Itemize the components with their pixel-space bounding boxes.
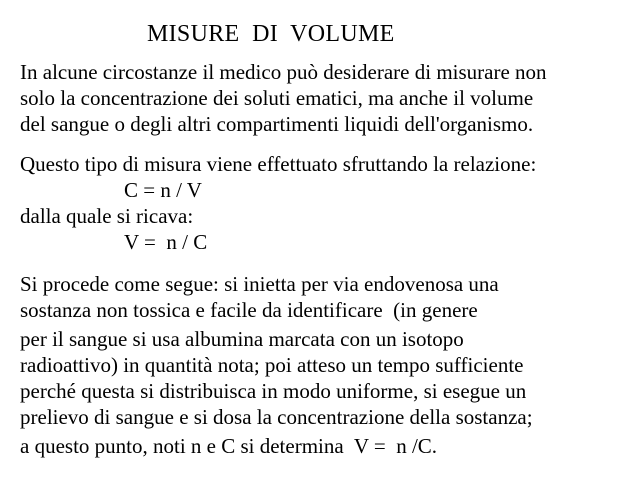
paragraph3-line-1: Si procede come segue: si inietta per via endovenosa una	[20, 272, 499, 296]
paragraph3-line-5: perché questa si distribuisca in modo uniforme, si esegue un	[20, 379, 527, 403]
paragraph3-line-2: sostanza non tossica e facile da identificare (in genere	[20, 298, 478, 322]
paragraph1-line-2: solo la concentrazione dei soluti ematici, ma anche il volume	[20, 86, 534, 110]
paragraph2-middle: dalla quale si ricava:	[20, 204, 194, 228]
formula-c-equals-n-over-v: C = n / V	[124, 178, 202, 202]
paragraph2-intro: Questo tipo di misura viene effettuato sfruttando la relazione:	[20, 152, 537, 176]
paragraph1-line-1: In alcune circostanze il medico può desiderare di misurare non	[20, 60, 547, 84]
paragraph3-line-4: radioattivo) in quantità nota; poi atteso un tempo sufficiente	[20, 353, 524, 377]
slide-title: MISURE DI VOLUME	[147, 21, 395, 47]
paragraph3-line-6: prelievo di sangue e si dosa la concentrazione della sostanza;	[20, 405, 533, 429]
paragraph1-line-3: del sangue o degli altri compartimenti liquidi dell'organismo.	[20, 112, 534, 136]
formula-v-equals-n-over-c: V = n / C	[124, 230, 208, 254]
paragraph3-line-3: per il sangue si usa albumina marcata con un isotopo	[20, 327, 464, 351]
paragraph3-line-7: a questo punto, noti n e C si determina V = n /C.	[20, 434, 438, 458]
